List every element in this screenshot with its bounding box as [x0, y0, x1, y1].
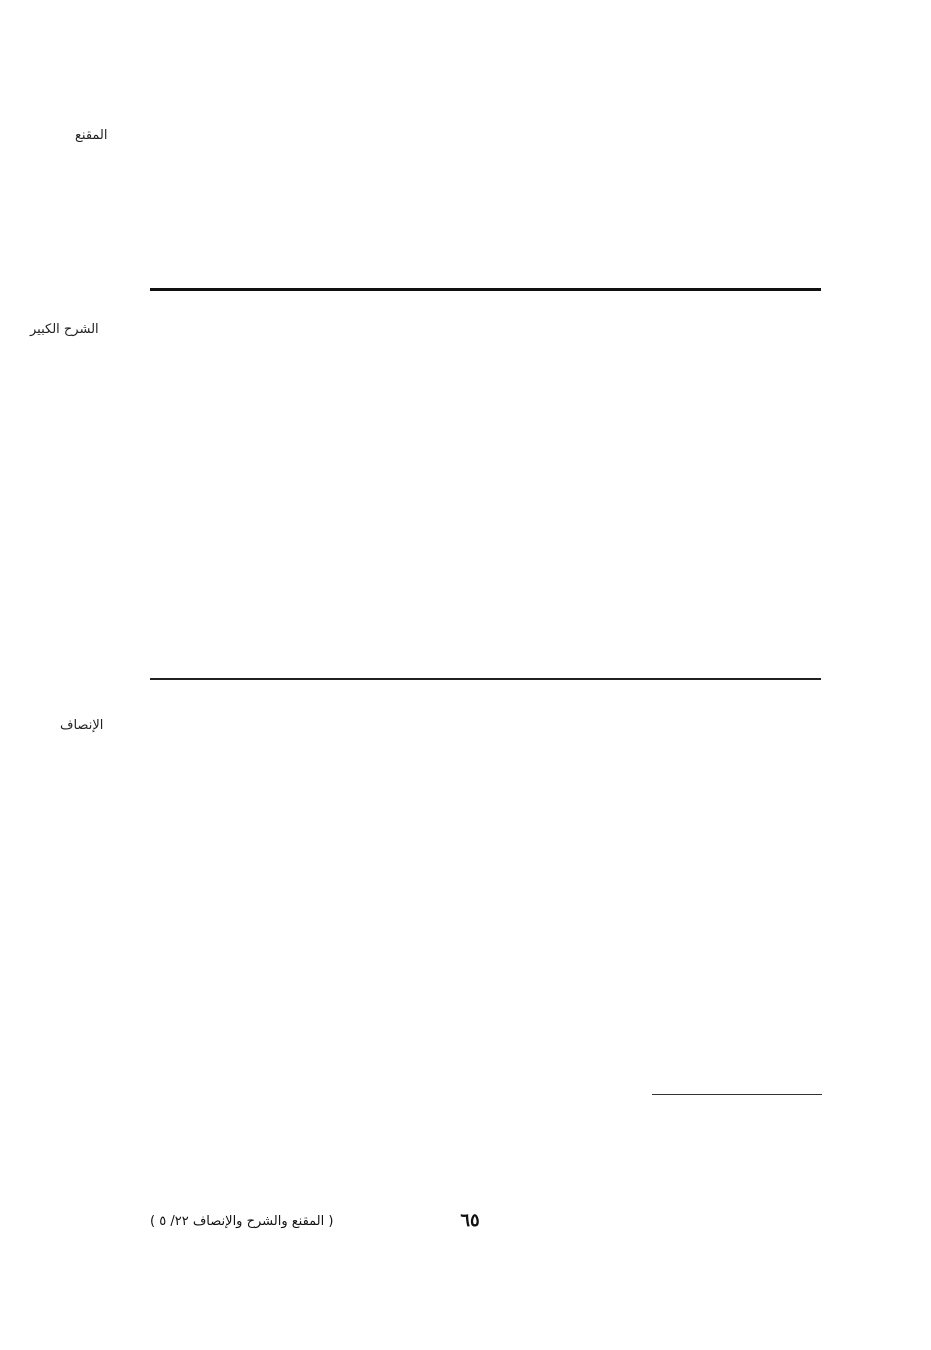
- muqni-label: المقنع: [75, 128, 108, 143]
- insaf-label: الإنصاف: [60, 718, 104, 733]
- running-footer: ( المقنع والشرح والإنصاف ٢٢/ ٥ ): [150, 1214, 334, 1229]
- section-divider-2: [150, 678, 821, 680]
- section-divider-1: [150, 288, 821, 291]
- sharh-label: الشرح الكبير: [30, 322, 99, 337]
- footnote-separator: [652, 1094, 822, 1095]
- page-number: ٦٥: [460, 1210, 480, 1231]
